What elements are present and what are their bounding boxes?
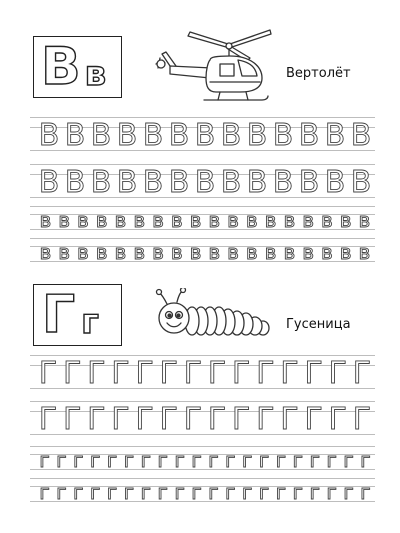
tracing-letter: Г <box>352 356 372 391</box>
row-glyphs <box>36 401 381 435</box>
tracing-letter: в <box>95 208 108 232</box>
tracing-letter: в <box>358 240 371 264</box>
tracing-letter: г <box>208 480 219 504</box>
tracing-letter: в <box>189 208 202 232</box>
tracing-letter: г <box>56 448 67 472</box>
tracing-letter: В <box>64 118 86 153</box>
tracing-letter: Г <box>304 402 323 437</box>
tracing-letter: Г <box>159 356 178 391</box>
tracing-letter: г <box>123 448 135 472</box>
tracing-row <box>30 478 375 502</box>
tracing-letter: г <box>275 448 287 472</box>
tracing-letter: в <box>133 208 146 232</box>
tracing-letter: В <box>350 118 372 153</box>
tracing-letter: в <box>264 240 277 264</box>
tracing-letter: В <box>324 165 346 200</box>
tracing-letter: в <box>245 240 258 264</box>
tracing-letter: Г <box>183 402 203 437</box>
row-glyphs <box>36 446 381 470</box>
tracing-letter: В <box>272 118 294 153</box>
tracing-row <box>30 117 375 151</box>
tracing-letter: в <box>320 240 333 264</box>
tracing-letter: в <box>39 208 52 232</box>
tracing-letter: Г <box>207 356 227 391</box>
upper-letter: В <box>41 37 81 97</box>
letter-box-g <box>33 284 122 346</box>
tracing-letter: в <box>302 208 314 232</box>
tracing-letter: г <box>208 448 219 472</box>
tracing-letter: г <box>191 448 202 472</box>
tracing-letter: г <box>309 448 320 472</box>
tracing-letter: Г <box>328 402 347 437</box>
tracing-letter: г <box>360 480 371 504</box>
caterpillar-icon <box>155 288 270 343</box>
tracing-letter: г <box>157 448 168 472</box>
lower-letter: г <box>81 302 99 342</box>
tracing-letter: г <box>56 480 67 504</box>
tracing-letter: г <box>174 448 185 472</box>
tracing-letter: Г <box>352 402 372 437</box>
tracing-letter: в <box>58 208 71 232</box>
tracing-letter: Г <box>280 402 299 437</box>
tracing-letter: в <box>152 240 164 264</box>
tracing-letter: Г <box>304 356 323 391</box>
tracing-letter: В <box>90 118 112 153</box>
tracing-letter: в <box>39 240 52 264</box>
tracing-letter: в <box>358 208 371 232</box>
tracing-letter: В <box>38 165 60 200</box>
tracing-letter: В <box>194 165 216 200</box>
tracing-letter: Г <box>232 356 251 391</box>
tracing-letter: г <box>72 480 84 504</box>
tracing-letter: в <box>339 240 352 264</box>
tracing-letter: Г <box>183 356 203 391</box>
tracing-letter: в <box>283 208 296 232</box>
tracing-letter: в <box>227 208 239 232</box>
tracing-letter: В <box>38 118 60 153</box>
tracing-letter: в <box>208 240 221 264</box>
row-glyphs <box>36 206 381 230</box>
tracing-letter: Г <box>135 356 154 391</box>
tracing-letter: в <box>302 240 314 264</box>
tracing-letter: Г <box>38 356 58 391</box>
tracing-letter: г <box>309 480 320 504</box>
row-glyphs <box>36 478 381 502</box>
tracing-letter: в <box>133 240 146 264</box>
tracing-letter: В <box>116 118 138 153</box>
tracing-letter: в <box>283 240 296 264</box>
tracing-letter: В <box>220 165 242 200</box>
tracing-letter: г <box>241 480 253 504</box>
tracing-letter: г <box>326 480 337 504</box>
tracing-row <box>30 164 375 198</box>
tracing-letter: в <box>114 240 127 264</box>
tracing-letter: в <box>114 208 127 232</box>
tracing-letter: г <box>343 480 354 504</box>
tracing-letter: Г <box>207 402 227 437</box>
letter-box-v <box>33 36 122 98</box>
tracing-letter: в <box>170 240 183 264</box>
word-label: Вертолёт <box>286 66 351 81</box>
tracing-letter: в <box>77 240 89 264</box>
tracing-letter: Г <box>111 356 130 391</box>
tracing-letter: В <box>194 118 216 153</box>
tracing-letter: В <box>298 118 320 153</box>
tracing-letter: г <box>72 448 84 472</box>
tracing-row <box>30 446 375 470</box>
word-label: Гусеница <box>286 317 351 332</box>
tracing-letter: Г <box>87 356 106 391</box>
tracing-letter: В <box>272 165 294 200</box>
tracing-letter: в <box>58 240 71 264</box>
tracing-letter: В <box>64 165 86 200</box>
tracing-letter: Г <box>256 356 275 391</box>
tracing-letter: г <box>106 480 118 504</box>
tracing-letter: Г <box>256 402 275 437</box>
tracing-letter: г <box>140 448 152 472</box>
tracing-letter: г <box>89 448 101 472</box>
tracing-letter: г <box>174 480 185 504</box>
tracing-letter: в <box>339 208 352 232</box>
row-glyphs <box>36 164 381 198</box>
tracing-letter: В <box>168 118 190 153</box>
tracing-letter: г <box>241 448 253 472</box>
tracing-letter: г <box>292 480 304 504</box>
tracing-letter: В <box>142 118 164 153</box>
tracing-letter: в <box>227 240 239 264</box>
row-glyphs <box>36 238 381 262</box>
tracing-letter: В <box>246 165 268 200</box>
tracing-letter: В <box>168 165 190 200</box>
tracing-letter: В <box>246 118 268 153</box>
tracing-letter: г <box>258 448 270 472</box>
tracing-letter: г <box>39 480 50 504</box>
tracing-row <box>30 355 375 389</box>
tracing-letter: в <box>152 208 164 232</box>
tracing-letter: г <box>224 480 236 504</box>
helicopter-icon <box>150 24 275 114</box>
tracing-row <box>30 206 375 230</box>
tracing-letter: Г <box>38 402 58 437</box>
tracing-letter: в <box>95 240 108 264</box>
tracing-letter: В <box>142 165 164 200</box>
tracing-letter: г <box>258 480 270 504</box>
tracing-letter: Г <box>280 356 299 391</box>
tracing-row <box>30 401 375 435</box>
tracing-letter: Г <box>63 402 82 437</box>
tracing-letter: В <box>298 165 320 200</box>
tracing-letter: г <box>360 448 371 472</box>
tracing-letter: Г <box>111 402 130 437</box>
tracing-letter: в <box>208 208 221 232</box>
tracing-letter: В <box>90 165 112 200</box>
tracing-letter: г <box>326 448 337 472</box>
row-glyphs <box>36 117 381 151</box>
tracing-letter: г <box>343 448 354 472</box>
tracing-letter: В <box>350 165 372 200</box>
tracing-letter: Г <box>87 402 106 437</box>
tracing-letter: г <box>106 448 118 472</box>
lower-letter: в <box>84 54 107 94</box>
tracing-letter: г <box>89 480 101 504</box>
tracing-letter: в <box>170 208 183 232</box>
tracing-letter: г <box>39 448 50 472</box>
tracing-letter: в <box>189 240 202 264</box>
tracing-letter: в <box>245 208 258 232</box>
tracing-letter: в <box>77 208 89 232</box>
tracing-letter: Г <box>328 356 347 391</box>
tracing-letter: в <box>320 208 333 232</box>
tracing-letter: В <box>220 118 242 153</box>
tracing-letter: г <box>275 480 287 504</box>
tracing-letter: г <box>292 448 304 472</box>
tracing-letter: В <box>116 165 138 200</box>
tracing-letter: г <box>123 480 135 504</box>
tracing-letter: Г <box>63 356 82 391</box>
tracing-letter: г <box>224 448 236 472</box>
tracing-letter: в <box>264 208 277 232</box>
tracing-letter: Г <box>135 402 154 437</box>
tracing-letter: г <box>140 480 152 504</box>
tracing-letter: Г <box>232 402 251 437</box>
tracing-letter: В <box>324 118 346 153</box>
upper-letter: Г <box>42 285 76 345</box>
tracing-letter: г <box>191 480 202 504</box>
tracing-letter: Г <box>159 402 178 437</box>
tracing-row <box>30 238 375 262</box>
row-glyphs <box>36 355 381 389</box>
tracing-letter: г <box>157 480 168 504</box>
